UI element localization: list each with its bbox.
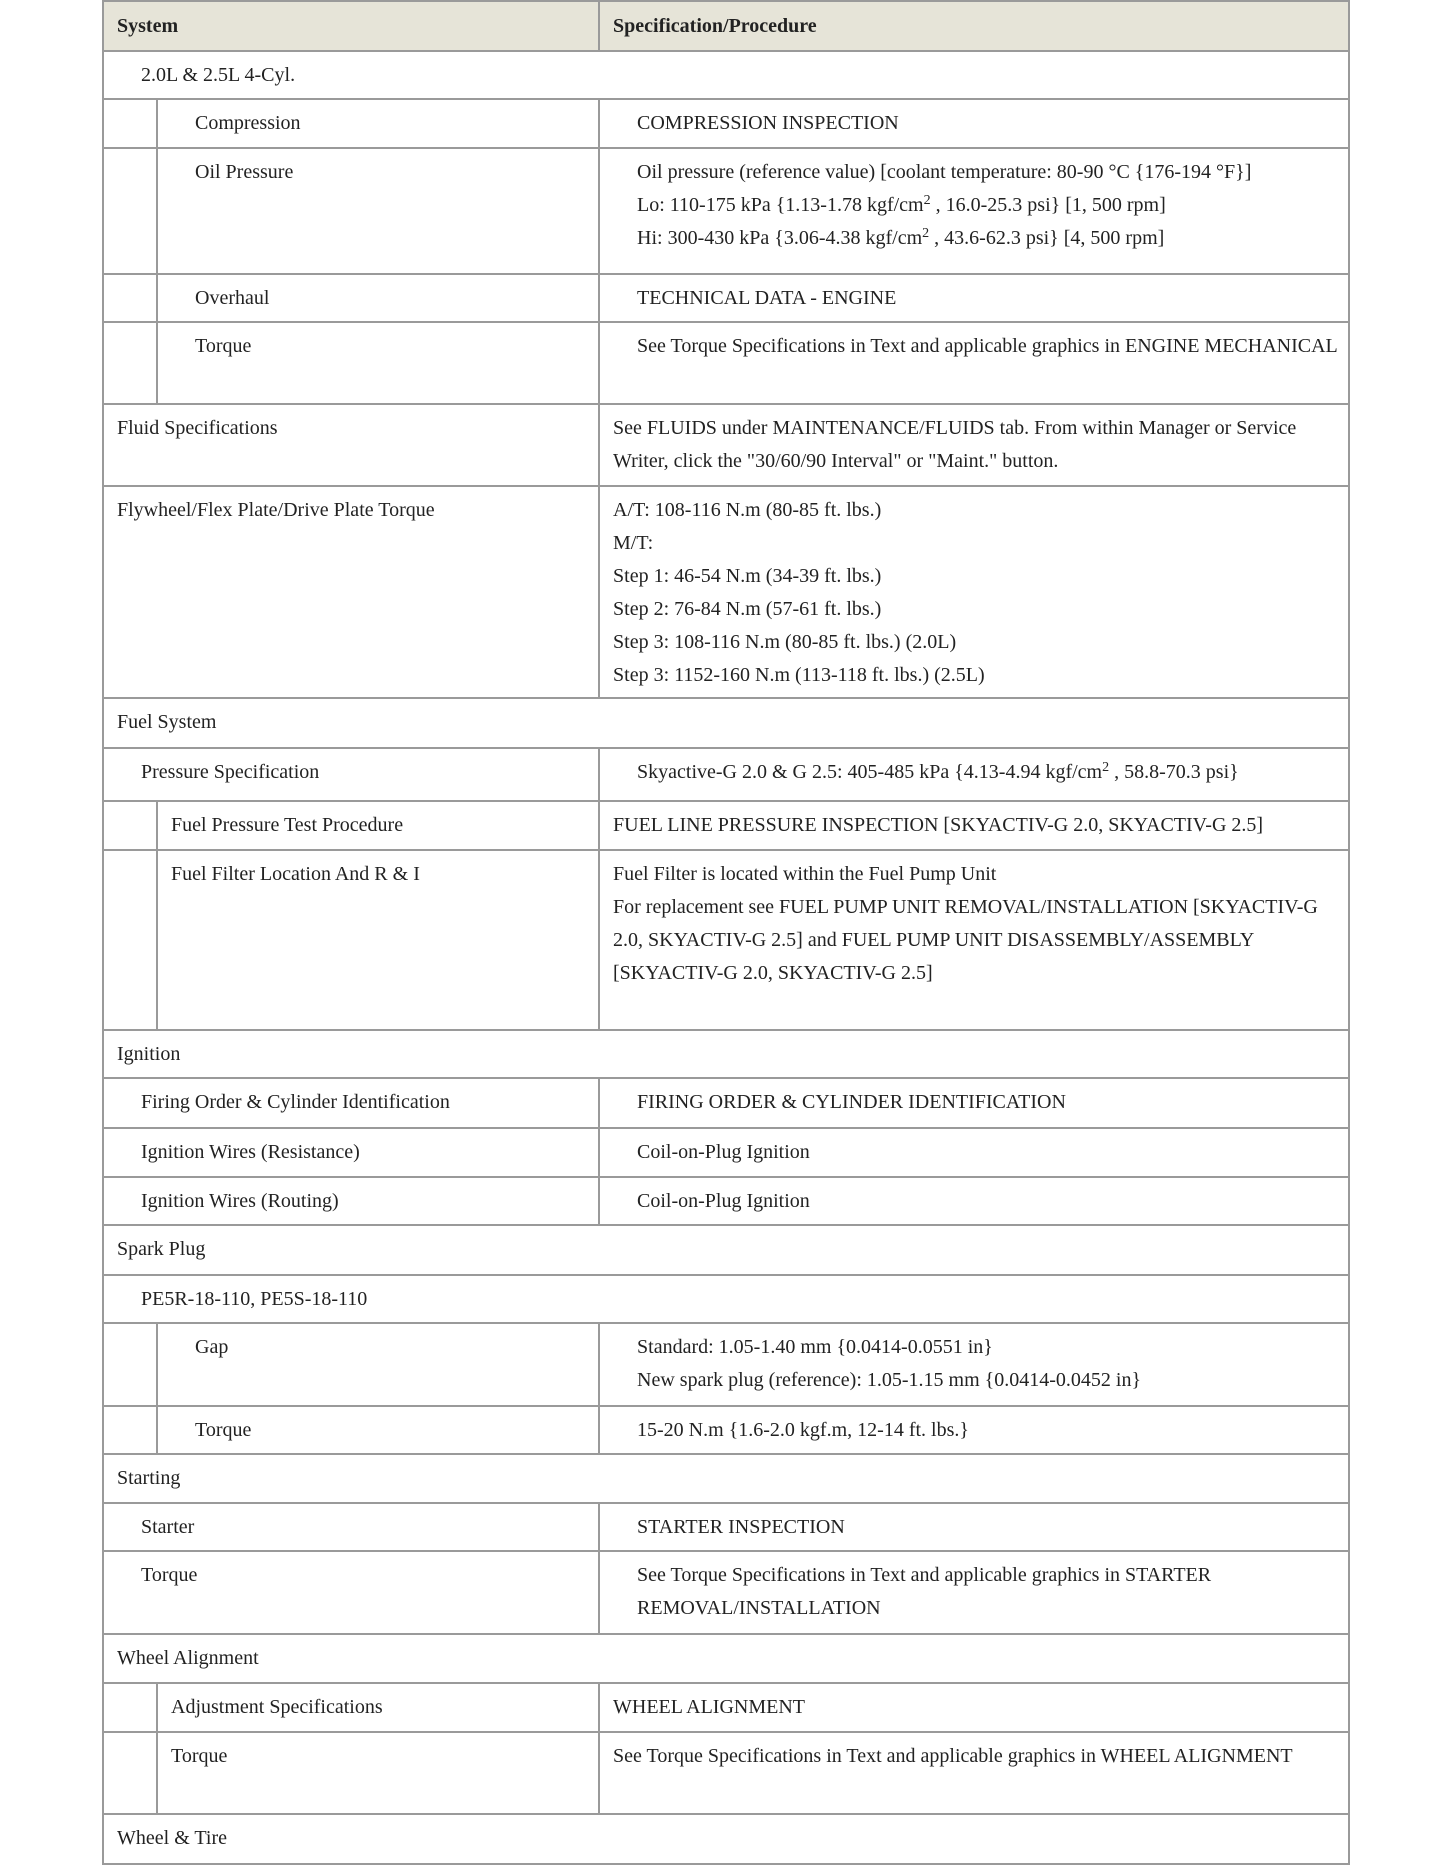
group-row-wheel-alignment — [103, 1634, 1349, 1683]
label-gap: Gap — [157, 1323, 599, 1406]
group-label-starting: Starting — [103, 1454, 1349, 1503]
table-row-compression — [103, 99, 1349, 148]
label-fuel-test: Fuel Pressure Test Procedure — [157, 801, 599, 850]
indent-cell — [103, 1406, 157, 1454]
indent-cell — [103, 850, 157, 1030]
oil-pressure-hi — [637, 222, 1348, 255]
label-wires-resistance: Ignition Wires (Resistance) — [103, 1128, 599, 1177]
value-starter: STARTER INSPECTION — [599, 1503, 1349, 1551]
table-row-overhaul — [103, 274, 1349, 322]
table-row-fuel-filter — [103, 850, 1349, 1030]
label-fuel-filter: Fuel Filter Location And R & I — [157, 850, 599, 1030]
group-row-spark-part — [103, 1275, 1349, 1323]
table-row-starter — [103, 1503, 1349, 1551]
table-row-flywheel — [103, 486, 1349, 698]
group-label-wheel-alignment: Wheel Alignment — [103, 1634, 1349, 1683]
flywheel-line: Step 1: 46-54 N.m (34-39 ft. lbs.) — [613, 565, 882, 587]
group-label-fuel: Fuel System — [103, 698, 1349, 748]
indent-cell — [103, 1683, 157, 1732]
value-gap — [599, 1323, 1349, 1406]
flywheel-line: M/T: — [613, 532, 654, 554]
group-row-wheel-tire — [103, 1814, 1349, 1864]
oil-pressure-lo-text-rest: , 16.0-25.3 psi} [1, 500 rpm] — [930, 194, 1166, 216]
oil-pressure-lo — [637, 189, 1348, 222]
group-label-engine: 2.0L & 2.5L 4-Cyl. — [103, 51, 1349, 99]
group-label-spark-part: PE5R-18-110, PE5S-18-110 — [103, 1275, 1349, 1323]
oil-pressure-reference: Oil pressure (reference value) [coolant temperature: 80-90 °C {176-194 °F}] — [637, 161, 1252, 183]
value-starter-torque: See Torque Specifications in Text and applicable graphics in STARTER REMOVAL/INSTALLATION — [599, 1551, 1349, 1634]
table-row-adjustment — [103, 1683, 1349, 1732]
value-fluid: See FLUIDS under MAINTENANCE/FLUIDS tab. From within Manager or Service Writer, click the "30/60/90 Interval" or "Maint." button. — [599, 404, 1349, 486]
label-wires-routing: Ignition Wires (Routing) — [103, 1177, 599, 1225]
indent-cell — [103, 148, 157, 274]
table-row-oil-pressure — [103, 148, 1349, 274]
group-row-starting — [103, 1454, 1349, 1503]
label-firing-order: Firing Order & Cylinder Identification — [103, 1078, 599, 1128]
table-header-row — [103, 1, 1349, 51]
value-overhaul: TECHNICAL DATA - ENGINE — [599, 274, 1349, 322]
label-compression: Compression — [157, 99, 599, 148]
indent-cell — [103, 801, 157, 850]
label-alignment-torque: Torque — [157, 1732, 599, 1814]
label-engine-torque: Torque — [157, 322, 599, 404]
value-fuel-filter — [599, 850, 1349, 1030]
indent-cell — [103, 99, 157, 148]
value-wires-resistance: Coil-on-Plug Ignition — [599, 1128, 1349, 1177]
header-system: System — [103, 1, 599, 51]
label-overhaul: Overhaul — [157, 274, 599, 322]
indent-cell — [103, 274, 157, 322]
table-row-firing-order — [103, 1078, 1349, 1128]
group-row-spark-plug — [103, 1225, 1349, 1275]
flywheel-line: A/T: 108-116 N.m (80-85 ft. lbs.) — [613, 499, 882, 521]
value-fuel-pressure — [599, 748, 1349, 801]
oil-pressure-hi-text: Hi: 300-430 kPa {3.06-4.38 kgf/cm — [637, 227, 923, 249]
fuel-pressure-text: Skyactive-G 2.0 & G 2.5: 405-485 kPa {4.13-4.94 kgf/cm — [637, 761, 1103, 783]
value-flywheel — [599, 486, 1349, 698]
header-specification: Specification/Procedure — [599, 1, 1349, 51]
table-row-starter-torque — [103, 1551, 1349, 1634]
superscript: 2 — [1102, 760, 1110, 775]
superscript: 2 — [923, 193, 931, 208]
group-row-fuel — [103, 698, 1349, 748]
flywheel-line: Step 2: 76-84 N.m (57-61 ft. lbs.) — [613, 598, 882, 620]
gap-new-plug: New spark plug (reference): 1.05-1.15 mm {0.0414-0.0452 in} — [637, 1369, 1142, 1391]
label-starter: Starter — [103, 1503, 599, 1551]
superscript: 2 — [922, 226, 930, 241]
value-wires-routing: Coil-on-Plug Ignition — [599, 1177, 1349, 1225]
value-compression: COMPRESSION INSPECTION — [599, 99, 1349, 148]
label-oil-pressure: Oil Pressure — [157, 148, 599, 274]
label-adjustment: Adjustment Specifications — [157, 1683, 599, 1732]
flywheel-line: Step 3: 1152-160 N.m (113-118 ft. lbs.) (2.5L) — [613, 664, 985, 686]
oil-pressure-hi-text-rest: , 43.6-62.3 psi} [4, 500 rpm] — [929, 227, 1165, 249]
indent-cell — [103, 322, 157, 404]
label-starter-torque: Torque — [103, 1551, 599, 1634]
table-row-gap — [103, 1323, 1349, 1406]
group-row-engine — [103, 51, 1349, 99]
table-row-engine-torque — [103, 322, 1349, 404]
value-fuel-test: FUEL LINE PRESSURE INSPECTION [SKYACTIV-G 2.0, SKYACTIV-G 2.5] — [599, 801, 1349, 850]
value-spark-torque: 15-20 N.m {1.6-2.0 kgf.m, 12-14 ft. lbs.} — [599, 1406, 1349, 1454]
group-row-ignition — [103, 1030, 1349, 1078]
table-row-alignment-torque — [103, 1732, 1349, 1814]
table-row-fuel-test — [103, 801, 1349, 850]
fuel-pressure-text-rest: , 58.8-70.3 psi} — [1109, 761, 1239, 783]
table-row-fluid — [103, 404, 1349, 486]
table-row-fuel-pressure — [103, 748, 1349, 801]
indent-cell — [103, 1323, 157, 1406]
gap-standard: Standard: 1.05-1.40 mm {0.0414-0.0551 in} — [637, 1336, 993, 1358]
table-row-wires-resistance — [103, 1128, 1349, 1177]
value-engine-torque: See Torque Specifications in Text and applicable graphics in ENGINE MECHANICAL — [599, 322, 1349, 404]
oil-pressure-lo-text: Lo: 110-175 kPa {1.13-1.78 kgf/cm — [637, 194, 924, 216]
value-adjustment: WHEEL ALIGNMENT — [599, 1683, 1349, 1732]
label-fluid: Fluid Specifications — [103, 404, 599, 486]
value-oil-pressure — [599, 148, 1349, 274]
fuel-filter-location: Fuel Filter is located within the Fuel Pump Unit — [613, 863, 997, 885]
fuel-filter-replacement: For replacement see FUEL PUMP UNIT REMOVAL/INSTALLATION [SKYACTIV-G 2.0, SKYACTIV-G 2.5] and FUEL PUMP UNIT DISASSEMBLY/ASSEMBLY [SKYACTIV-G 2.0, SKYACTIV-G 2.5] — [613, 896, 1318, 984]
label-spark-torque: Torque — [157, 1406, 599, 1454]
value-firing-order: FIRING ORDER & CYLINDER IDENTIFICATION — [599, 1078, 1349, 1128]
group-label-wheel-tire: Wheel & Tire — [103, 1814, 1349, 1864]
label-fuel-pressure: Pressure Specification — [103, 748, 599, 801]
specifications-table — [102, 0, 1350, 1865]
table-row-wires-routing — [103, 1177, 1349, 1225]
flywheel-line: Step 3: 108-116 N.m (80-85 ft. lbs.) (2.0L) — [613, 631, 957, 653]
group-label-spark-plug: Spark Plug — [103, 1225, 1349, 1275]
value-alignment-torque: See Torque Specifications in Text and applicable graphics in WHEEL ALIGNMENT — [599, 1732, 1349, 1814]
table-row-spark-torque — [103, 1406, 1349, 1454]
group-label-ignition: Ignition — [103, 1030, 1349, 1078]
label-flywheel: Flywheel/Flex Plate/Drive Plate Torque — [103, 486, 599, 698]
indent-cell — [103, 1732, 157, 1814]
